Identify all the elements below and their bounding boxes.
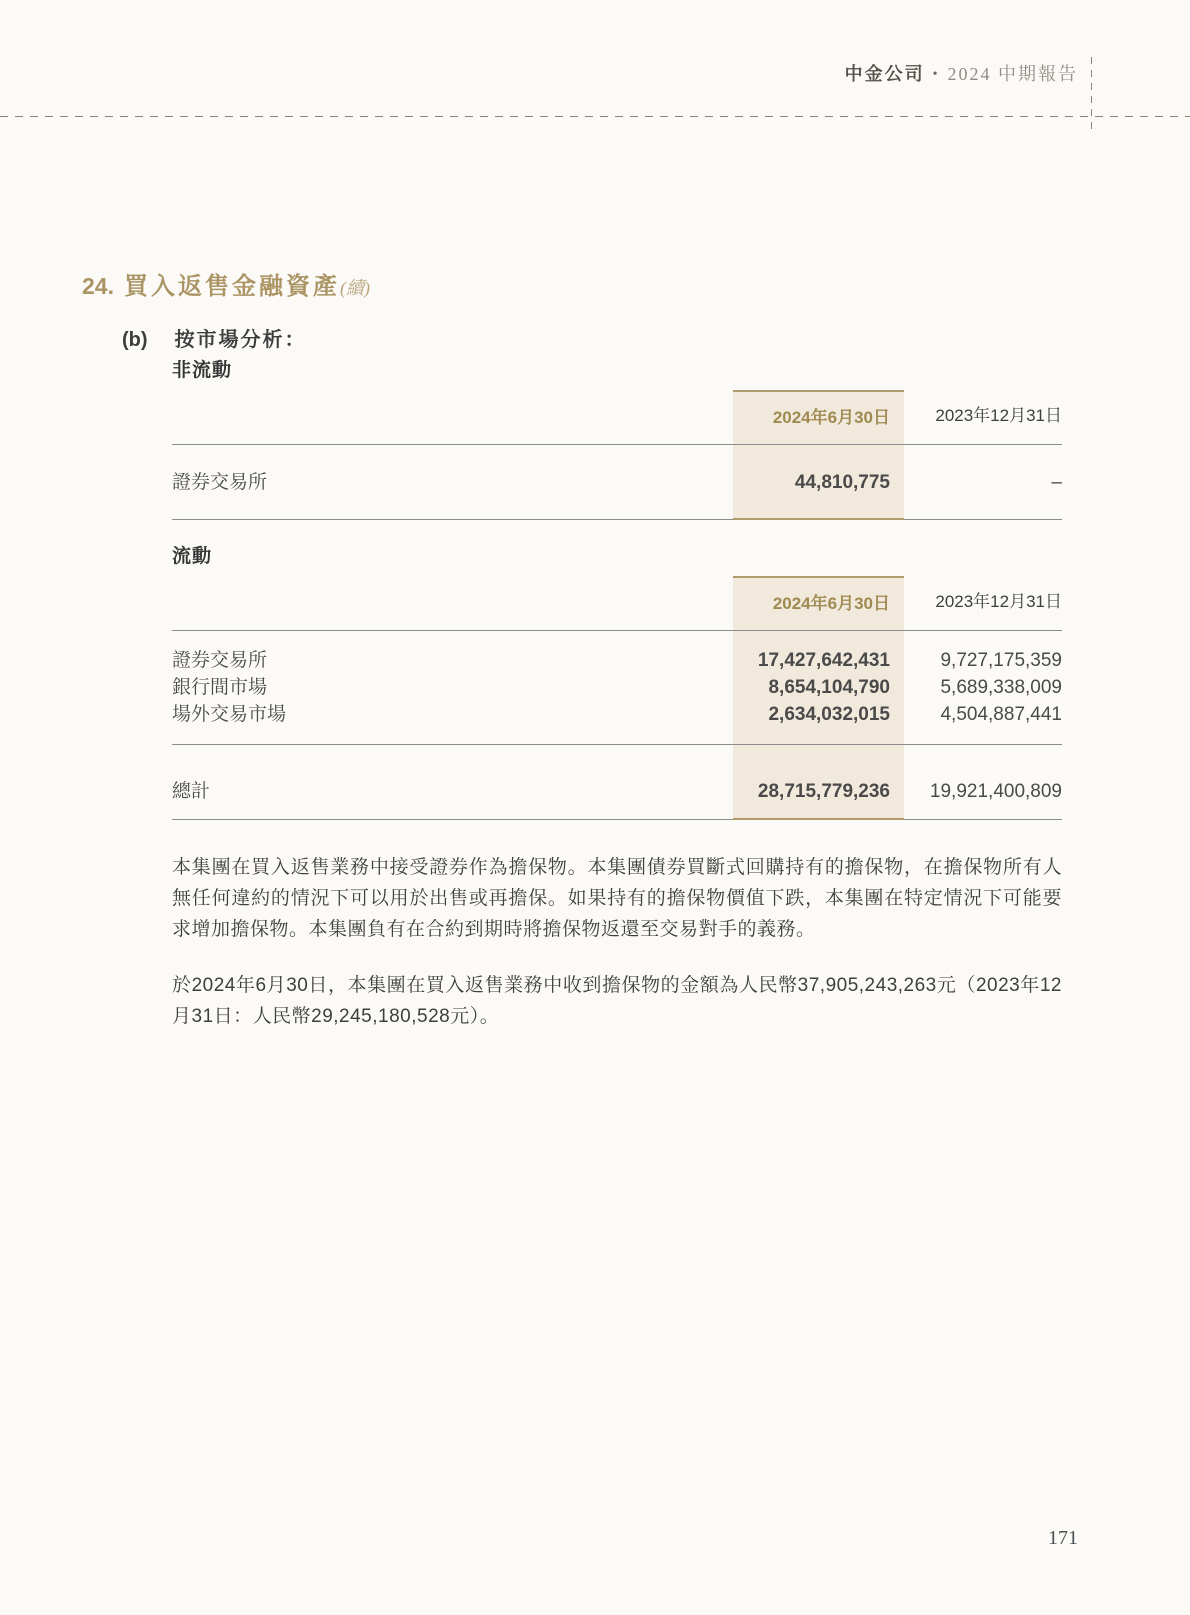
section-title [82, 266, 370, 301]
value-2024: 17,427,642,431 [733, 630, 904, 674]
value-2024: 2,634,032,015 [733, 701, 904, 744]
vertical-dashed-line [1091, 57, 1092, 135]
row-label: 銀行間市場 [172, 677, 268, 698]
table-row [172, 744, 1062, 820]
table-row [172, 630, 1062, 674]
tables-container [172, 355, 1062, 820]
value-2023: 9,727,175,359 [904, 630, 1062, 674]
value-2023: 5,689,338,009 [940, 677, 1062, 698]
subsection-title [122, 323, 307, 352]
value-2024: 28,715,779,236 [733, 744, 904, 820]
section-continued-marker: (續) [339, 278, 370, 298]
table-heading: 流動 [172, 546, 213, 567]
table-row [172, 674, 1062, 701]
page-header [0, 0, 1190, 117]
table-row [172, 701, 1062, 744]
section-number: 24. [82, 273, 114, 299]
company-name: 中金公司 [844, 64, 925, 84]
report-title: 2024 中期報告 [947, 64, 1078, 84]
value-2024: 44,810,775 [733, 444, 904, 520]
table-heading: 非流動 [172, 360, 233, 381]
table-body [172, 444, 1062, 520]
body-paragraph: 本集團在買入返售業務中接受證券作為擔保物。本集團債券買斷式回購持有的擔保物，在擔保物所有人無任何違約的情況下可以用於出售或再擔保。如果持有的擔保物價值下跌，本集團在特定情況下可能要求增加擔保物。本集團負有在合約到期時將擔保物返還至交易對手的義務。 [172, 857, 1062, 940]
column-header-2023: 2023年12月31日 [935, 592, 1062, 611]
row-label: 證券交易所 [172, 630, 733, 674]
value-2023: 19,921,400,809 [904, 744, 1062, 820]
separator-dot-icon: • [932, 67, 940, 82]
column-header-2024: 2024年6月30日 [733, 390, 904, 444]
value-2023: 4,504,887,441 [940, 704, 1062, 725]
column-header-2024: 2024年6月30日 [733, 576, 904, 630]
financial-table-block [172, 355, 1062, 520]
running-head [845, 60, 1078, 86]
subsection-label: (b) [122, 329, 148, 351]
table-row [172, 444, 1062, 520]
table-body [172, 630, 1062, 744]
row-label: 場外交易市場 [172, 704, 287, 725]
page-number: 171 [1048, 1527, 1078, 1549]
row-label: 總計 [172, 744, 733, 820]
column-header-2023: 2023年12月31日 [935, 406, 1062, 425]
value-2023: – [904, 444, 1062, 520]
financial-table [172, 390, 1062, 520]
value-2024: 8,654,104,790 [733, 674, 904, 701]
content-column [172, 355, 1062, 1032]
table-header-row [172, 576, 1062, 630]
section-title-text: 買入返售金融資產 [123, 273, 340, 300]
horizontal-dashed-line [0, 116, 1190, 117]
table-header-row [172, 390, 1062, 444]
row-label: 證券交易所 [172, 444, 733, 520]
financial-table-block [172, 541, 1062, 820]
subsection-title-text: 按市場分析： [174, 329, 307, 351]
table-total-section [172, 744, 1062, 820]
body-paragraph: 於2024年6月30日，本集團在買入返售業務中收到擔保物的金額為人民幣37,905,243,263元（2023年12月31日：人民幣29,245,180,528元）。 [172, 975, 1062, 1027]
financial-table [172, 576, 1062, 820]
